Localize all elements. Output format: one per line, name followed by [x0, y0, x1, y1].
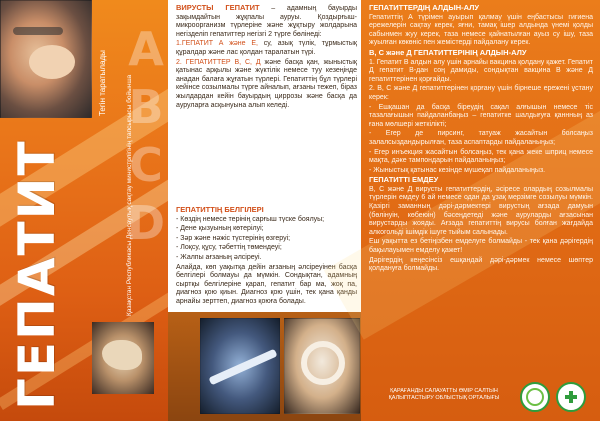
- viral-hepatitis-section: [176, 4, 357, 111]
- symptoms-tail: Алайда, көп уақытқа дейін ағзаның әлсіреуінен басқа белгілері болмауы да мүмкін. Сондықтан, адамның сыртқы белгілеріне қарап, гепатит бар ма, жоқ па, диагноз қою қиын. Диагноз қою үшін, тек қана қанды арнайы зерттеп, диагноз қоюға болады.: [176, 263, 357, 305]
- prevention-bullet: - Жыныстық қатынас кезінде мүшеқап пайдаланыңыз.: [369, 166, 546, 174]
- syringe-photo: [200, 318, 280, 414]
- section-heading: ГЕПАТИТТЕРДІҢ АЛДЫН-АЛУ: [369, 3, 480, 12]
- section-heading: ГЕПАТИТТІ ЕМДЕУ: [369, 175, 439, 185]
- item1-text: су, азық түлік, тұрмыстық құралдар және лас қолдан таралатын түрі.: [176, 40, 357, 56]
- liver-photo: [92, 322, 154, 394]
- symptom-item: - Көздің немесе терінің сарғыш түске боялуы;: [176, 215, 325, 223]
- symptoms-section: [176, 206, 357, 308]
- emblem-ring: [526, 388, 544, 406]
- symptom-item: - Зәр және нәжіс түстерінің өзгеруі;: [176, 234, 291, 242]
- condom-photo: [284, 318, 360, 414]
- item2-text: және басқа қан, жыныстық қатынас арқылы және жүктілік немесе туу кезеңінде анадан балаға жұғатын түрлері. Гепатиттің бұл түрлері кейінсе созылмалы түрге айналып, ағзаны тежеп, біраз жылдардан кейін бауырдың циррозы және басқа да ауруларға асқынуына алып келеді.: [176, 58, 357, 109]
- prevention-item: 2. В, С және Д гепатиттерінен қорғану үшін бірнеше ережені ұстану керек:: [369, 85, 593, 101]
- free-distribution-note: Тегін таратылады: [98, 50, 107, 116]
- item2-lead: 2. ГЕПАТИТТЕР В, С, Д: [176, 58, 261, 66]
- hand-shape: [29, 45, 75, 79]
- item1-lead: 1.ГЕПАТИТ А және Е,: [176, 40, 258, 48]
- prevention-bullet: - Ешқашан да басқа біреудің сақал алғышын немесе тіс тазалағышын пайдаланбаңыз – гепатитке шалдығуға қаннның аз ғана мөлшері жеткілікті;: [369, 103, 593, 128]
- symptom-item: - Жалпы ағзаның әлсіреуі.: [176, 253, 262, 261]
- prevention-bullet: - Егер инъекция жасайтын болсаңыз, тек қана жеке шприц немесе мақта, дәке тампондарын пайдаланыңыз;: [369, 148, 593, 165]
- cross-horizontal: [565, 395, 577, 399]
- watermark-letter: A: [128, 22, 164, 76]
- prevention-a-text: Гепатиттің А түрімен ауырып қалмау үшін еңбастысы гигиена ережелерін сақтау керек, яғни, тамақ ішер алдында үнемі қолды сабынмен жуу керек, таза немесе қайнатылған ауыз су ішу, таза жуылған көкөніс пен жемістерді пайдалану керек.: [369, 13, 593, 47]
- section-intro: – адамның бауырды зақымдайтын жұқпалы ауруы. Қоздырғыш-микроорганизм түрлеріне және жұқтыру жолдарына негізделіп гепатиттер негізгі 2 түрге бөлінеді:: [176, 5, 358, 38]
- symptom-item: - Лоқсу, құсу, тәбеттің төмендеуі;: [176, 244, 282, 252]
- watermark-letter: C: [129, 138, 163, 192]
- section-heading: В, С және Д ГЕПАТИТТЕРІНІҢ АЛДЫН-АЛУ: [369, 47, 527, 57]
- condom-ring-shape: [301, 341, 345, 385]
- treatment-text: В, С және Д вирусты гепатиттердің, әсіресе олардың созылмалы түрлерін емдеу 6 ай немесе одан да ұзақ мерзімге созылуы мүмкін. Қазіргі заманның дәрі-дәрмектері вирустың ағзада дамуын (бөлінуін, көбеюін) бәсеңдетеді және ауруларды ағзасынан вирустарды жояды. Ағзада гепатиттің вирусы болған жағдайда алкогольді ішімдік ішуге тыйым салынады.: [369, 185, 593, 236]
- syringe-shape: [208, 349, 277, 386]
- prevention-bullet: - Егер де пирсинг, татуаж жасайтын болсаңыз залалсыздандырылған, таза аспаптарды пайдаланыңыз;: [369, 130, 593, 146]
- treatment-warning: Еш уақытта ез бетіңізбен емделуге болмайды - тек қана дәрігердің бақылауымен емделу қажет!: [369, 238, 593, 255]
- liver-lobe-shape: [102, 340, 142, 370]
- symptom-item: - Дене қызуының көтерілуі;: [176, 225, 264, 233]
- watermark-letter: D: [126, 196, 166, 250]
- emblem-logo-icon: [520, 382, 550, 412]
- prevention-treatment-text: [369, 4, 593, 275]
- section-heading: ГЕПАТИТТІҢ БЕЛГІЛЕРІ: [176, 205, 264, 214]
- medical-cross-logo-icon: [556, 382, 586, 412]
- glasses-shape: [13, 27, 63, 35]
- ministry-note: Қазақстан Республикасы Денсаулық сақтау министрлігінің тапсырысы бойынша: [126, 74, 133, 316]
- section-heading: ВИРУСТЫ ГЕПАТИТ: [176, 3, 260, 12]
- publisher-footer: ҚАРАҒАНДЫ САЛАУАТТЫ ӨМІР САЛТЫН ҚАЛЫПТАСТЫРУ ОБЛЫСТЫҚ ОРТАЛЫҒЫ: [388, 388, 500, 401]
- treatment-advice: Дәрігердің кеңесінсіз ешқандай дәрі-дәрмек немесе шөптер қолдануға болмайды.: [369, 256, 593, 273]
- watermark-letter: B: [128, 80, 164, 134]
- prevention-item: 1. Гепатит В алдын алу үшін арнайы вакцина қолдану қажет. Гепатит Д гепатит В-дан соң дамиды, сондықтан вакцина В және Д гепатиттерінен қорғайды.: [369, 58, 593, 83]
- patient-photo: [0, 0, 92, 118]
- cover-title: ГЕПАТИТ: [8, 139, 66, 410]
